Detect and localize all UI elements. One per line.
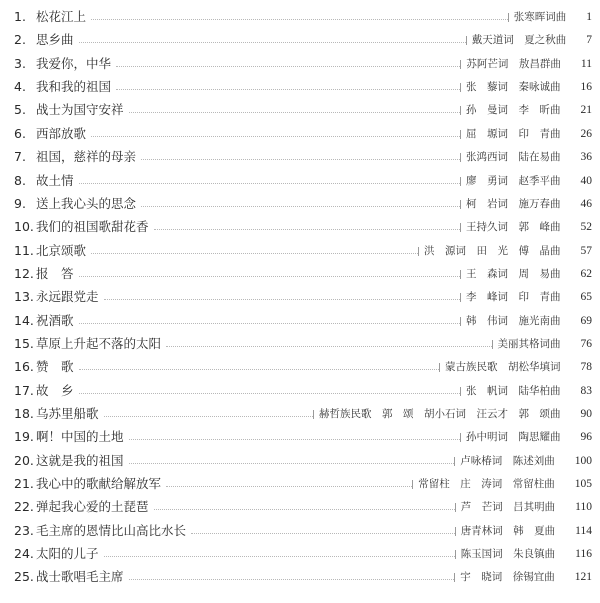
entry-credits: 孙 曼词 李 昕曲 [466,104,561,117]
column-separator [460,200,461,209]
entry-title: 永远跟党走 [36,289,102,305]
entry-credits: 芦 芒词 吕其明曲 [460,501,556,514]
entry-title: 战士歌唱毛主席 [36,569,127,585]
toc-entry [0,240,600,262]
entry-title: 祝酒歌 [36,313,77,329]
dot-leader [116,89,460,90]
entry-title: 我爱你，中华 [36,56,114,72]
entry-title: 北京颂歌 [36,243,89,259]
column-separator [466,36,467,45]
dot-leader [141,159,460,160]
column-separator [418,247,419,256]
column-separator [455,503,456,512]
toc-entry [0,216,600,238]
entry-page-number: 21 [580,104,592,117]
column-separator [455,550,456,559]
toc-entry [0,29,600,51]
entry-page-number: 65 [580,291,592,304]
entry-page-number: 11 [580,57,592,70]
entry-credits: 洪 源词 田 光 傅 晶曲 [424,244,561,257]
toc-entry [0,76,600,98]
entry-page-number: 116 [575,548,592,561]
column-separator [460,83,461,92]
column-separator [508,13,509,22]
toc-entry [0,310,600,332]
entry-page-number: 16 [580,81,592,94]
entry-number: 14. [14,312,34,328]
dot-leader [91,253,418,254]
dot-leader [79,42,466,43]
entry-number: 22. [14,499,34,515]
entry-page-number: 100 [574,454,592,467]
entry-number: 11. [14,242,34,258]
column-separator [492,340,493,349]
entry-number: 19. [14,429,34,445]
entry-credits: 张鸿西词 陆在易曲 [466,151,561,164]
entry-number: 4. [14,79,26,95]
toc-entry [0,450,600,472]
entry-credits: 戴天道词 夏之秋曲 [471,34,567,47]
toc-entry [0,426,600,448]
entry-credits: 王持久词 郭 峰曲 [466,221,561,234]
entry-number: 16. [14,359,34,375]
entry-page-number: 69 [580,314,592,327]
dot-leader [166,346,492,347]
column-separator [439,363,440,372]
toc-entry [0,193,600,215]
column-separator [454,457,455,466]
toc-entry [0,520,600,542]
entry-title: 乌苏里船歌 [36,406,102,422]
entry-title: 我心中的歌献给解放军 [36,476,164,492]
entry-number: 18. [14,406,34,421]
entry-credits: 柯 岩词 施万春曲 [466,197,561,210]
entry-title: 送上我心头的思念 [36,196,139,212]
entry-title: 我们的祖国歌甜花香 [36,219,152,235]
entry-page-number: 1 [586,11,592,23]
entry-number: 8. [14,172,26,188]
entry-credits: 陈玉国词 朱良镇曲 [460,548,556,561]
entry-number: 6. [14,125,26,141]
entry-number: 12. [14,265,34,281]
toc-entry [0,496,600,518]
column-separator [460,223,461,232]
dot-leader [104,416,314,417]
entry-credits: 宇 晓词 徐锡宜曲 [460,571,555,584]
entry-page-number: 114 [575,524,592,537]
dot-leader [79,369,440,370]
entry-credits: 廖 勇词 赵季平曲 [466,174,561,187]
dot-leader [154,229,461,230]
entry-number: 15. [14,335,34,351]
entry-page-number: 76 [580,337,592,350]
column-separator [460,433,461,442]
entry-credits: 屈 塬词 印 青曲 [466,127,561,140]
entry-page-number: 52 [580,221,592,234]
column-separator [455,527,456,536]
toc-entry [0,6,600,28]
entry-credits: 李 峰词 印 青曲 [466,291,561,304]
toc-entry [0,333,600,355]
entry-title: 赞 歌 [36,359,77,375]
entry-title: 战士为国守安祥 [36,102,127,118]
column-separator [412,480,413,489]
entry-credits: 美丽其格词曲 [497,337,561,350]
column-separator [460,293,461,302]
entry-number: 17. [14,382,34,398]
entry-credits: 唐青林词 韩 夏曲 [460,524,556,537]
entry-credits: 常留柱 庄 涛词 常留柱曲 [418,478,555,490]
entry-title: 草原上升起不落的太阳 [36,336,164,352]
dot-leader [154,509,455,510]
entry-page-number: 83 [580,384,592,397]
toc-entry [0,473,600,495]
entry-number: 2. [14,32,26,48]
entry-number: 23. [14,522,34,538]
toc-entry [0,263,600,285]
entry-number: 21. [14,476,34,491]
entry-credits: 韩 伟词 施光南曲 [466,314,561,327]
entry-title: 弹起我心爱的土琵琶 [36,499,152,515]
column-separator [460,130,461,139]
column-separator [460,60,461,69]
entry-title: 这就是我的祖国 [36,453,127,469]
entry-number: 9. [14,195,26,211]
dot-leader [79,323,461,324]
entry-page-number: 7 [586,34,592,47]
entry-credits: 孙中明词 陶思耀曲 [466,431,561,444]
dot-leader [166,486,412,487]
dot-leader [104,299,461,300]
column-separator [313,410,314,419]
entry-number: 13. [14,289,34,305]
entry-title: 西部放歌 [36,126,89,142]
toc-entry [0,99,600,121]
dot-leader [129,112,461,113]
entry-number: 3. [14,55,26,71]
entry-page-number: 62 [580,267,592,280]
dot-leader [91,136,460,137]
dot-leader [191,533,455,534]
dot-leader [129,579,455,580]
entry-credits: 张寒晖词曲 [513,11,567,23]
entry-page-number: 78 [580,361,592,374]
toc-entry [0,146,600,168]
toc-entry [0,356,600,378]
column-separator [460,387,461,396]
entry-page-number: 121 [574,571,592,584]
entry-title: 毛主席的恩情比山高比水长 [36,523,189,539]
column-separator [460,317,461,326]
dot-leader [129,463,455,464]
toc-entry [0,566,600,588]
column-separator [460,177,461,186]
entry-page-number: 105 [574,478,592,490]
entry-page-number: 110 [575,501,592,514]
entry-credits: 卢咏椿词 陈述刘曲 [460,454,555,467]
toc-entry [0,380,600,402]
entry-number: 7. [14,149,26,165]
entry-number: 20. [14,452,34,468]
dot-leader [129,439,461,440]
entry-number: 5. [14,102,26,118]
toc-entry [0,403,600,425]
entry-title: 思乡曲 [36,32,77,48]
entry-page-number: 96 [580,431,592,444]
entry-title: 故 乡 [36,383,77,399]
entry-title: 祖国，慈祥的母亲 [36,149,139,165]
entry-title: 松花江上 [36,9,89,25]
entry-credits: 蒙古族民歌 胡松华填词 [445,361,561,374]
toc-entry [0,286,600,308]
entry-page-number: 57 [580,244,592,257]
dot-leader [79,276,461,277]
entry-credits: 苏阿芒词 敖昌群曲 [466,57,561,70]
entry-title: 啊！中国的土地 [36,429,127,445]
entry-credits: 张 藜词 秦咏诚曲 [466,81,561,94]
entry-title: 故土情 [36,173,77,189]
toc-entry [0,170,600,192]
entry-title: 太阳的儿子 [36,546,102,562]
entry-page-number: 46 [580,197,592,210]
dot-leader [79,393,461,394]
entry-page-number: 90 [580,408,592,420]
toc-entry [0,53,600,75]
entry-page-number: 36 [580,151,592,164]
column-separator [460,270,461,279]
dot-leader [116,66,460,67]
entry-credits: 张 帆词 陆华柏曲 [466,384,561,397]
entry-credits: 王 森词 周 易曲 [466,267,561,280]
column-separator [460,106,461,115]
toc-entry [0,123,600,145]
dot-leader [104,556,455,557]
column-separator [454,573,455,582]
dot-leader [91,19,508,20]
entry-number: 24. [14,546,34,562]
column-separator [460,153,461,162]
entry-page-number: 26 [580,127,592,140]
dot-leader [141,206,460,207]
entry-number: 10. [14,219,34,235]
dot-leader [79,183,461,184]
entry-title: 报 答 [36,266,77,282]
entry-credits: 赫哲族民歌 郭 颂 胡小石词 汪云才 郭 颂曲 [319,408,561,420]
entry-number: 1. [14,9,26,24]
entry-title: 我和我的祖国 [36,79,114,95]
entry-number: 25. [14,569,34,585]
entry-page-number: 40 [580,174,592,187]
toc-entry [0,543,600,565]
